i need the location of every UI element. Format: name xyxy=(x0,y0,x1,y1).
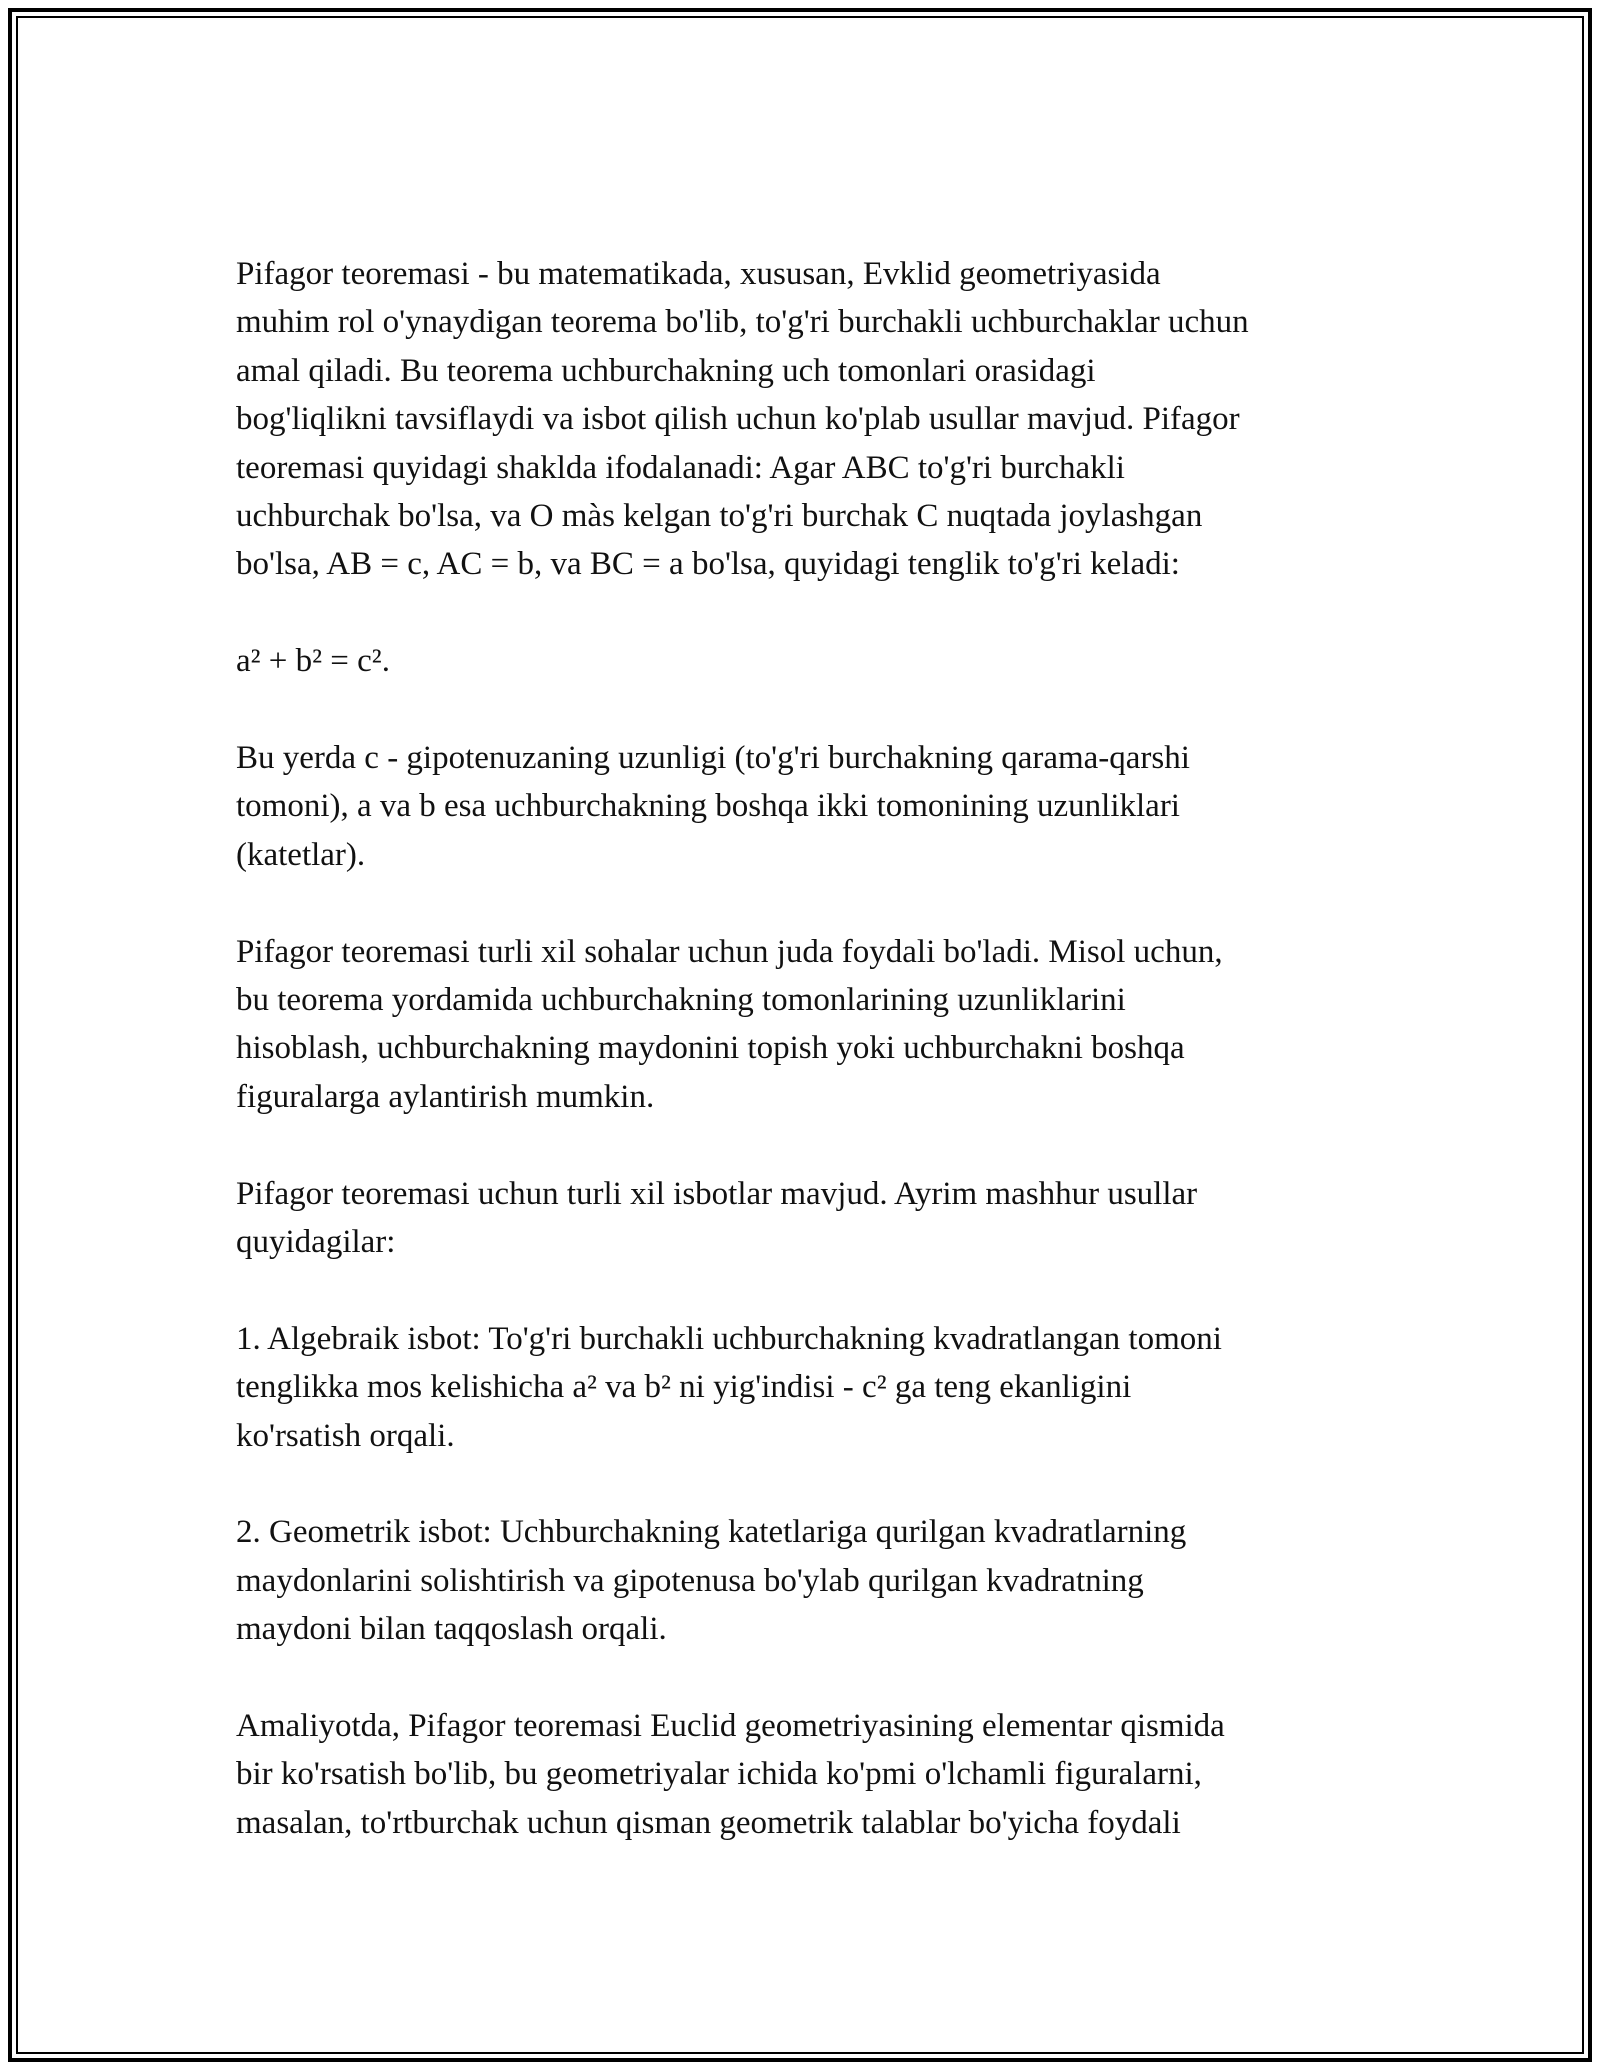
paragraph xyxy=(236,734,1366,879)
text-line: 2. Geometrik isbot: Uchburchakning katetlariga qurilgan kvadratlarning xyxy=(236,1514,1187,1551)
text-line: Amaliyotda, Pifagor teoremasi Euclid geometriyasining elementar qismida xyxy=(236,1708,1225,1745)
paragraph xyxy=(236,1702,1366,1847)
text-line: maydonlarini solishtirish va gipotenusa bo'ylab qurilgan kvadratning xyxy=(236,1562,1144,1599)
paragraph xyxy=(236,1170,1366,1267)
text-line: (katetlar). xyxy=(236,836,366,873)
text-line: bu teorema yordamida uchburchakning tomonlarining uzunliklarini xyxy=(236,982,1126,1019)
text-line: bir ko'rsatish bo'lib, bu geometriyalar ichida ko'pmi o'lchamli figuralarni, xyxy=(236,1756,1202,1793)
text-line: quyidagilar: xyxy=(236,1224,396,1261)
text-line: a² + b² = c². xyxy=(236,643,390,680)
text-line: amal qiladi. Bu teorema uchburchakning uch tomonlari orasidagi xyxy=(236,352,1096,389)
text-line: teoremasi quyidagi shaklda ifodalanadi: Agar ABC to'g'ri burchakli xyxy=(236,449,1125,486)
text-line: bog'liqlikni tavsiflaydi va isbot qilish uchun ko'plab usullar mavjud. Pifagor xyxy=(236,401,1240,438)
text-line: Pifagor teoremasi uchun turli xil isbotlar mavjud. Ayrim mashhur usullar xyxy=(236,1175,1198,1212)
document-body xyxy=(236,250,1366,1896)
text-line: tomoni), a va b esa uchburchakning boshqa ikki tomonining uzunliklari xyxy=(236,788,1180,825)
text-line: ko'rsatish orqali. xyxy=(236,1417,455,1454)
text-line: maydoni bilan taqqoslash orqali. xyxy=(236,1611,667,1648)
text-line: 1. Algebraik isbot: To'g'ri burchakli uchburchakning kvadratlangan tomoni xyxy=(236,1320,1222,1357)
paragraph xyxy=(236,637,1366,685)
paragraph xyxy=(236,1508,1366,1653)
text-line: figuralarga aylantirish mumkin. xyxy=(236,1078,655,1115)
paragraph xyxy=(236,928,1366,1122)
paragraph xyxy=(236,250,1366,589)
text-line: Pifagor teoremasi turli xil sohalar uchun juda foydali bo'ladi. Misol uchun, xyxy=(236,933,1223,970)
text-line: Pifagor teoremasi - bu matematikada, xususan, Evklid geometriyasida xyxy=(236,256,1161,292)
text-line: hisoblash, uchburchakning maydonini topish yoki uchburchakni boshqa xyxy=(236,1030,1185,1067)
paragraph xyxy=(236,1315,1366,1460)
text-line: masalan, to'rtburchak uchun qisman geometrik talablar bo'yicha foydali xyxy=(236,1804,1181,1841)
text-line: tenglikka mos kelishicha a² va b² ni yig'indisi - c² ga teng ekanligini xyxy=(236,1369,1132,1406)
text-line: bo'lsa, AB = c, AC = b, va BC = a bo'lsa, quyidagi tenglik to'g'ri keladi: xyxy=(236,546,1180,583)
text-line: Bu yerda c - gipotenuzaning uzunligi (to'g'ri burchakning qarama-qarshi xyxy=(236,740,1190,777)
text-line: muhim rol o'ynaydigan teorema bo'lib, to'g'ri burchakli uchburchaklar uchun xyxy=(236,304,1249,341)
text-line: uchburchak bo'lsa, va O màs kelgan to'g'ri burchak C nuqtada joylashgan xyxy=(236,498,1203,535)
